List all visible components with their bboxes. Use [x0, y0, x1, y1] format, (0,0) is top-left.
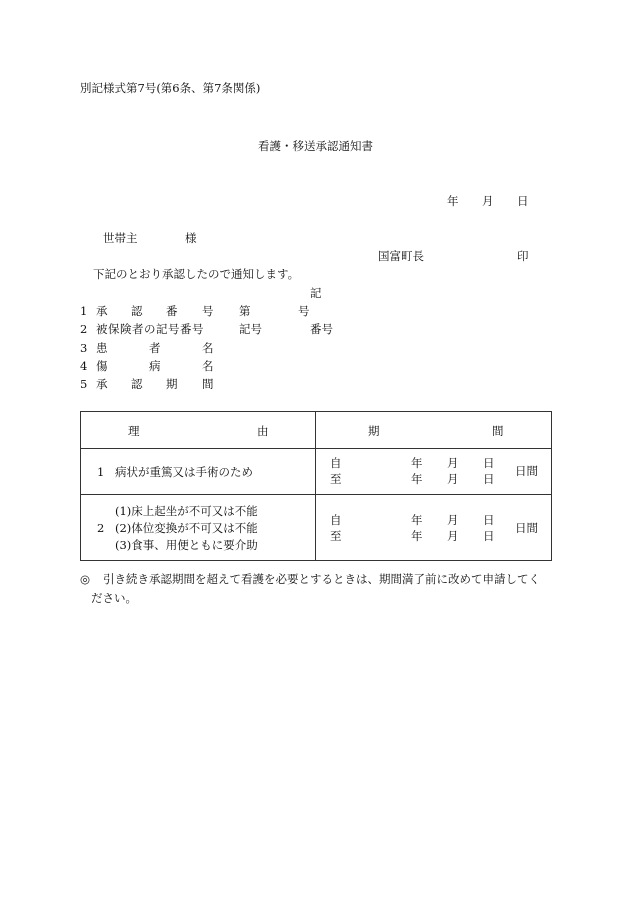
reason-line: (3)食事、用便ともに要介助 [115, 538, 258, 552]
item-value: 番号 [310, 322, 333, 336]
document-title: 看護・移送承認通知書 [258, 139, 373, 153]
reason-period-table [80, 411, 552, 561]
header-char: 由 [257, 424, 269, 438]
item-number: 1 [80, 304, 88, 318]
intro-text: 下記のとおり承認したので通知します。 [93, 267, 300, 281]
item-number: 4 [80, 359, 88, 373]
item-label-char: 傷 [96, 359, 108, 373]
row-number: 2 [97, 521, 105, 535]
item-label-char: 者 [149, 341, 161, 355]
period-days: 日間 [515, 464, 538, 478]
item-value: 号 [298, 304, 310, 318]
period-year: 年 [411, 472, 423, 486]
reason-header-cell [81, 412, 316, 449]
issuer-seal: 印 [517, 249, 529, 263]
item-label-char: 間 [202, 377, 214, 391]
period-days: 日間 [515, 521, 538, 535]
item-value: 記号 [239, 322, 262, 336]
date-day: 日 [517, 194, 529, 208]
period-month: 月 [447, 472, 459, 486]
item-label-char: 認 [131, 304, 143, 318]
header-char: 期 [368, 424, 380, 438]
item-label-char: 病 [149, 359, 161, 373]
table-header-row [81, 412, 552, 449]
item-label-char: 患 [96, 341, 108, 355]
item-label-char: 名 [202, 341, 214, 355]
period-year: 年 [411, 456, 423, 470]
item-value: 第 [239, 304, 251, 318]
period-day: 日 [483, 529, 495, 543]
period-month: 月 [447, 456, 459, 470]
item-number: 5 [80, 377, 88, 391]
period-from: 自 [330, 456, 342, 470]
item-label: 被保険者の記号番号 [96, 322, 204, 336]
period-day: 日 [483, 456, 495, 470]
form-label: 別記様式第7号(第6条、第7条関係) [80, 81, 261, 95]
period-month: 月 [447, 513, 459, 527]
reason-cell [81, 449, 316, 495]
note-line: ださい。 [91, 591, 137, 605]
period-to: 至 [330, 529, 342, 543]
item-label-char: 承 [96, 304, 108, 318]
period-year: 年 [411, 513, 423, 527]
period-from: 自 [330, 513, 342, 527]
table-row [81, 495, 552, 561]
item-label-char: 承 [96, 377, 108, 391]
item-number: 3 [80, 341, 88, 355]
reason-line: (1)床上起坐が不可又は不能 [115, 504, 258, 518]
ki-label: 記 [310, 286, 322, 300]
row-number: 1 [97, 465, 105, 479]
period-to: 至 [330, 472, 342, 486]
item-label-char: 号 [202, 304, 214, 318]
issuer-name: 国富町長 [378, 249, 424, 263]
reason-line: 病状が重篤又は手術のため [115, 465, 253, 479]
period-month: 月 [447, 529, 459, 543]
period-cell [316, 449, 552, 495]
addressee-honorific: 様 [185, 231, 197, 245]
reason-line: (2)体位変換が不可又は不能 [115, 521, 258, 535]
item-label-char: 名 [202, 359, 214, 373]
header-char: 間 [492, 424, 504, 438]
item-label-char: 番 [166, 304, 178, 318]
item-label-char: 認 [131, 377, 143, 391]
note-mark: ◎ [80, 572, 91, 586]
date-year: 年 [447, 194, 459, 208]
period-year: 年 [411, 529, 423, 543]
period-day: 日 [483, 513, 495, 527]
header-char: 理 [128, 424, 140, 438]
addressee-label: 世帯主 [103, 231, 138, 245]
reason-cell [81, 495, 316, 561]
note-line: 引き続き承認期間を超えて看護を必要とするときは、期間満了前に改めて申請してく [103, 572, 540, 586]
date-month: 月 [482, 194, 494, 208]
table-row [81, 449, 552, 495]
period-day: 日 [483, 472, 495, 486]
period-cell [316, 495, 552, 561]
item-label-char: 期 [166, 377, 178, 391]
period-header-cell [316, 412, 552, 449]
item-number: 2 [80, 322, 88, 336]
